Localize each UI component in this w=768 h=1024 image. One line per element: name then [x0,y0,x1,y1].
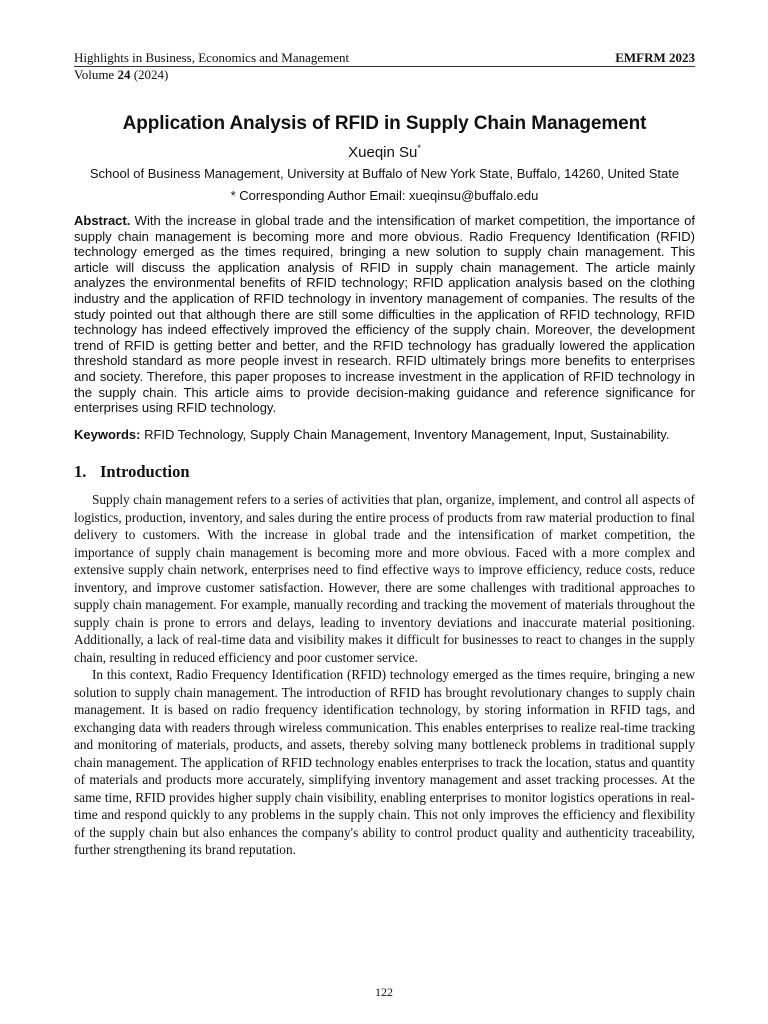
keywords-label: Keywords: [74,426,141,442]
paragraph: In this context, Radio Frequency Identification (RFID) technology emerged as the times require, bringing a new solution to supply chain management. The introduction of RFID has brought revolutionary changes to supply chain management. It is based on radio frequency identification technology, by storing information in RFID tags, and exchanging data with readers through wireless communication. This enables enterprises to realize real-time tracking and monitoring of materials, products, and assets, thereby solving many bottleneck problems in traditional supply chain management. The application of RFID technology enables enterprises to track the location, status and quantity of materials and products more accurately, simplifying inventory management and asset tracking processes. At the same time, RFID provides higher supply chain visibility, enabling enterprises to monitor logistics operations in real-time and respond quickly to any problems in the supply chain. This not only improves the efficiency and flexibility of the supply chain but also enhances the company's ability to control product quality and authenticity traceability, further strengthening its brand reputation. [74,667,695,858]
section-heading [74,462,695,482]
keywords-text: RFID Technology, Supply Chain Management, Inventory Management, Input, Sustainability. [144,426,670,442]
abstract [74,213,695,416]
author-line [74,143,695,161]
abstract-text: With the increase in global trade and the intensification of market competition, the importance of supply chain management is becoming more and more obvious. Radio Frequency Identification (RFID) technology emerged as the times required, bringing a new solution to supply chain management. This article will discuss the application analysis of RFID in supply chain management. The article mainly analyzes the environmental benefits of RFID technology; RFID application analysis based on the clothing industry and the application of RFID technology in inventory management of companies. The results of the study pointed out that although there are still some difficulties in the application of RFID technology, RFID technology has indeed effectively improved the efficiency of the supply chain. Moreover, the development trend of RFID is getting better and better, and the RFID technology has gradually lowered the application threshold standard as more people invest in research. RFID ultimately brings more benefits to enterprises and society. Therefore, this paper proposes to increase investment in the application of RFID technology in the supply chain. This article aims to provide decision-making guidance and reference significance for enterprises using RFID technology. [74,213,695,416]
section-number: 1. [74,462,87,482]
keywords [74,427,695,443]
volume-line: Volume 24 (2024) [74,67,169,82]
volume-number: 24 [117,67,131,82]
section-title: Introduction [100,462,190,482]
running-header [74,50,695,82]
affiliation: School of Business Management, University at Buffalo of New York State, Buffalo, 14260, United State [89,166,680,181]
conference-name: EMFRM 2023 [615,50,695,65]
page-number: 122 [375,985,393,999]
corresponding-mark: * [417,143,421,153]
journal-name: Highlights in Business, Economics and Management [74,50,350,65]
author-name: Xueqin Su [348,144,418,161]
abstract-label: Abstract. [74,213,131,228]
paragraph: Supply chain management refers to a series of activities that plan, organize, implement, and control all aspects of logistics, production, inventory, and sales during the entire process of products from raw material production to final delivery to customers. With the increase in global trade and the intensification of market competition, the importance of supply chain management is becoming more and more obvious. Faced with a more complex and extensive supply chain network, enterprises need to find effective ways to improve efficiency, reduce costs, reduce inventory, and improve customer satisfaction. However, there are some challenges with traditional approaches to supply chain management. For example, manually recording and tracking the movement of materials throughout the supply chain is prone to errors and delays, leading to inventory deviations and inaccurate material positioning. Additionally, a lack of real-time data and visibility makes it difficult for businesses to react to changes in the supply chain, resulting in reduced efficiency and poor customer service. [74,492,695,665]
section-body [74,491,695,859]
paper-page [74,50,695,859]
corresponding-email: * Corresponding Author Email: xueqinsu@buffalo.edu [230,188,539,203]
paper-title: Application Analysis of RFID in Supply Chain Management [122,113,647,134]
